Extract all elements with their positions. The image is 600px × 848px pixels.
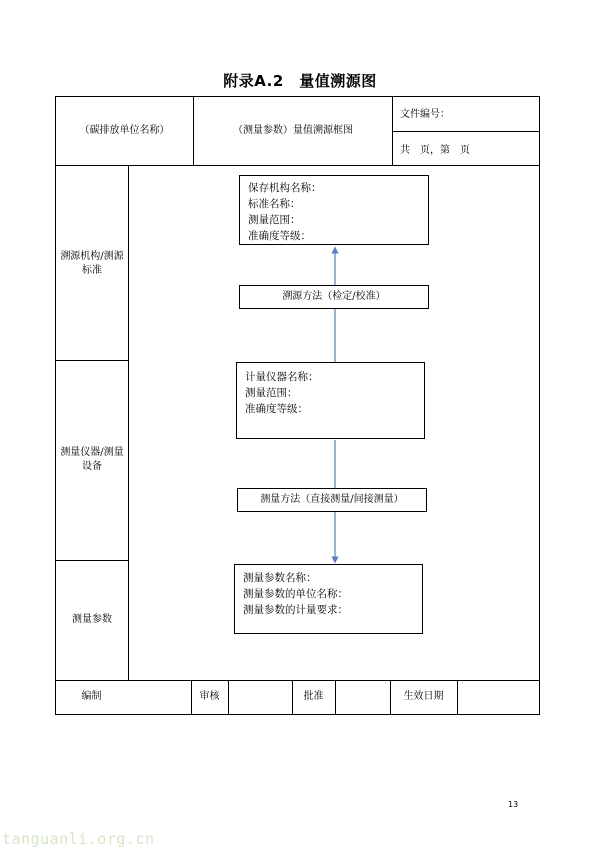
footer-compile-label: 编制: [81, 691, 102, 702]
footer-top-line: [55, 680, 540, 681]
unit-name: （碳排放单位名称）: [79, 125, 170, 136]
footer-divider-2: [228, 680, 229, 715]
instrument-info-box: [236, 362, 425, 439]
measure-method-box: 测量方法（直接测量/间接测量）: [237, 488, 427, 512]
page-title: 附录A.2 量值溯源图: [223, 72, 377, 90]
parameter-info-box: [234, 564, 423, 634]
standard-org-label: 保存机构名称：: [248, 182, 322, 194]
standard-name-label: 标准名称：: [248, 198, 301, 210]
footer-effective-label: 生效日期: [403, 691, 444, 702]
footer-divider-6: [457, 680, 458, 715]
file-number-label: 文件编号：: [400, 109, 450, 120]
parameter-requirement-label: 测量参数的计量要求：: [243, 604, 348, 616]
row-label-parameter: 测量参数: [72, 614, 112, 625]
pages-label: 共 页，第 页: [400, 145, 470, 156]
footer-approve-label: 批准: [303, 691, 324, 702]
instrument-name-label: 计量仪器名称：: [245, 371, 319, 383]
row-label-standard: 溯源机构/测源标准: [60, 251, 124, 276]
standard-info-box: [239, 175, 429, 245]
instrument-accuracy-label: 准确度等级：: [245, 403, 308, 415]
standard-range-label: 测量范围：: [248, 214, 301, 226]
chart-name: （测量参数）量值溯源框图: [233, 125, 353, 136]
watermark: tanguanli.org.cn: [2, 830, 155, 848]
footer-review-label: 审核: [199, 691, 220, 702]
trace-method-box: 溯源方法（检定/校准）: [239, 285, 429, 309]
footer-divider-4: [335, 680, 336, 715]
row-label-instrument: 测量仪器/测量设备: [60, 447, 124, 472]
parameter-unit-label: 测量参数的单位名称：: [243, 588, 348, 600]
instrument-range-label: 测量范围：: [245, 387, 298, 399]
page-number: 13: [508, 800, 519, 809]
parameter-name-label: 测量参数名称：: [243, 572, 317, 584]
standard-accuracy-label: 准确度等级：: [248, 230, 311, 242]
